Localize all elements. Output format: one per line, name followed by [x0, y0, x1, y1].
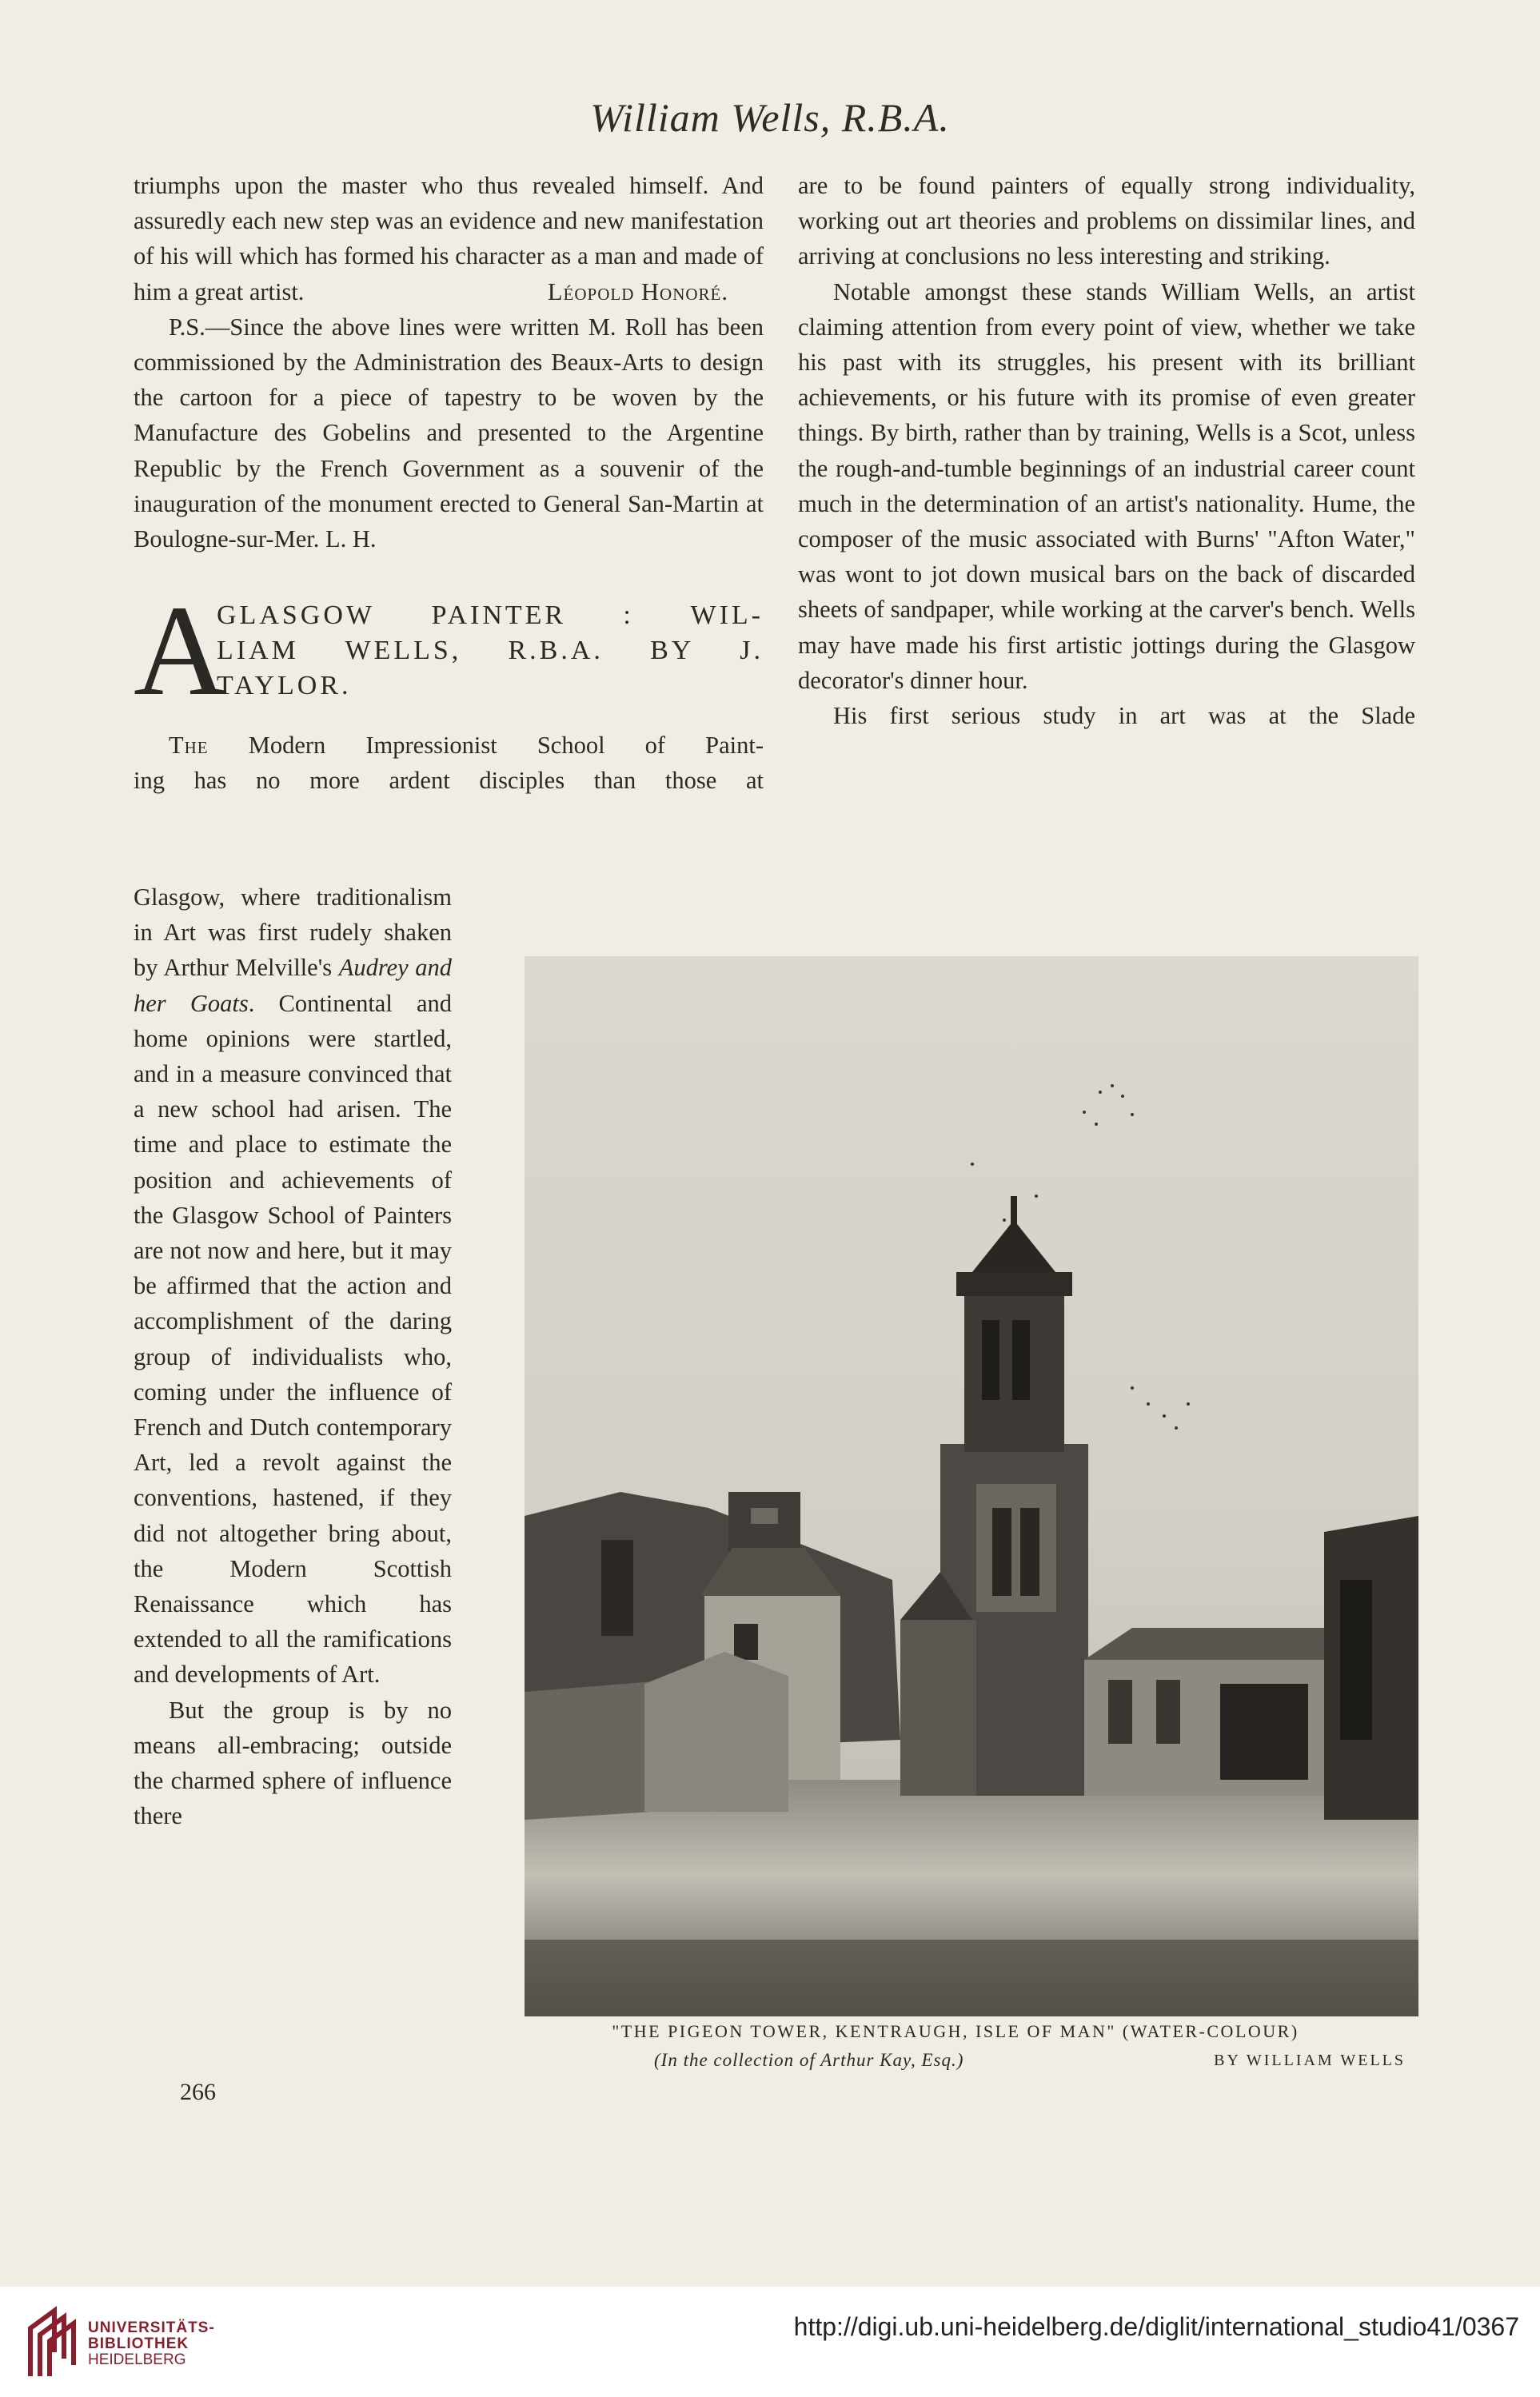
left-column — [134, 168, 764, 799]
paragraph: are to be found painters of equally strong individuality, working out art theories and problems on dissimilar lines, and arriving at conclusions no less interesting and striking. — [798, 172, 1415, 270]
paragraph: triumphs upon the master who thus revealed himself. And assuredly each new step was an evidence and new manifestation of his will which has formed his character as a man and made of him a great artist. Léopold Honoré. — [134, 168, 764, 309]
heidelberg-library-logo-icon — [22, 2304, 80, 2381]
title-line: TAYLOR. — [217, 671, 352, 701]
figure-caption-artist: BY WILLIAM WELLS — [1214, 2052, 1406, 2069]
narrow-column — [134, 879, 452, 1833]
title-line: LIAM WELLS, R.B.A. BY J. — [217, 636, 764, 666]
right-column — [798, 168, 1415, 733]
figure-caption-collection: (In the collection of Arthur Kay, Esq.) — [654, 2050, 964, 2070]
paragraph: Glasgow, where traditionalism in Art was first rudely shaken by Arthur Melville's Audrey and her Goats. Continental and home opinions were startled, and in a measure convinced that a new school had arisen. The time and place to estimate the position and achievements of the Glasgow School of Painters are not now and here, but it may be affirmed that the action and accomplishment of the daring group of individualists who, coming under the influence of French and Dutch contemporary Art, led a revolt against the conventions, hastened, if they did not altogether bring about, the Modern Scottish Renaissance which has extended to all the ramifications and developments of Art. — [134, 883, 453, 1689]
source-url-link[interactable]: http://digi.ub.uni-heidelberg.de/diglit/international_studio41/0367 — [793, 2312, 1519, 2341]
drop-cap: A — [134, 580, 227, 724]
figure-caption-title: "THE PIGEON TOWER, KENTRAUGH, ISLE OF MAN" (WATER-COLOUR) — [612, 2021, 1299, 2041]
paragraph: Notable amongst these stands William Wells, an artist claiming attention from every point of view, whether we take his past with its struggles, his present with its brilliant achievements, or his future with its promise of even greater things. By birth, rather than by training, Wells is a Scot, unless the rough-and-tumble beginnings of an industrial career count much in the determination of an artist's nationality. Hume, the composer of the music associated with Burns' "Afton Water," was wont to jot down musical bars on the back of discarded sheets of sandpaper, while working at the carver's bench. Wells may have made his first artistic jottings during the Glasgow decorator's dinner hour. — [798, 277, 1415, 694]
paragraph: But the group is by no means all-embracing; outside the charmed sphere of influence there — [134, 1696, 452, 1830]
postscript-paragraph: P.S.—Since the above lines were written M. Roll has been commissioned by the Administration des Beaux-Arts to design the cartoon for a piece of tapestry to be woven by the Manufacture des Gobelins and presented to the Argentine Republic by the French Government as a souvenir of the inauguration of the monument erected to General San-Martin at Boulogne-sur-Mer. L. H. — [134, 313, 764, 553]
library-name: UNIVERSITÄTS- BIBLIOTHEK HEIDELBERG — [88, 2319, 215, 2368]
page-number: 266 — [180, 2079, 216, 2105]
running-header: William Wells, R.B.A. — [590, 95, 950, 140]
artwork-title: Audrey and her Goats — [134, 954, 452, 1017]
intro-line: The Modern Impressionist School of Paint- — [169, 732, 764, 760]
painting-illustration — [525, 956, 1418, 2016]
author-signature: Léopold Honoré. — [547, 277, 728, 305]
paragraph: His first serious study in art was at the Slade — [833, 702, 1415, 730]
intro-line: ing has no more ardent disciples than those at — [134, 767, 764, 795]
article-title — [134, 580, 764, 724]
title-line: GLASGOW PAINTER : WIL- — [217, 600, 764, 631]
library-footer — [0, 2287, 1540, 2397]
